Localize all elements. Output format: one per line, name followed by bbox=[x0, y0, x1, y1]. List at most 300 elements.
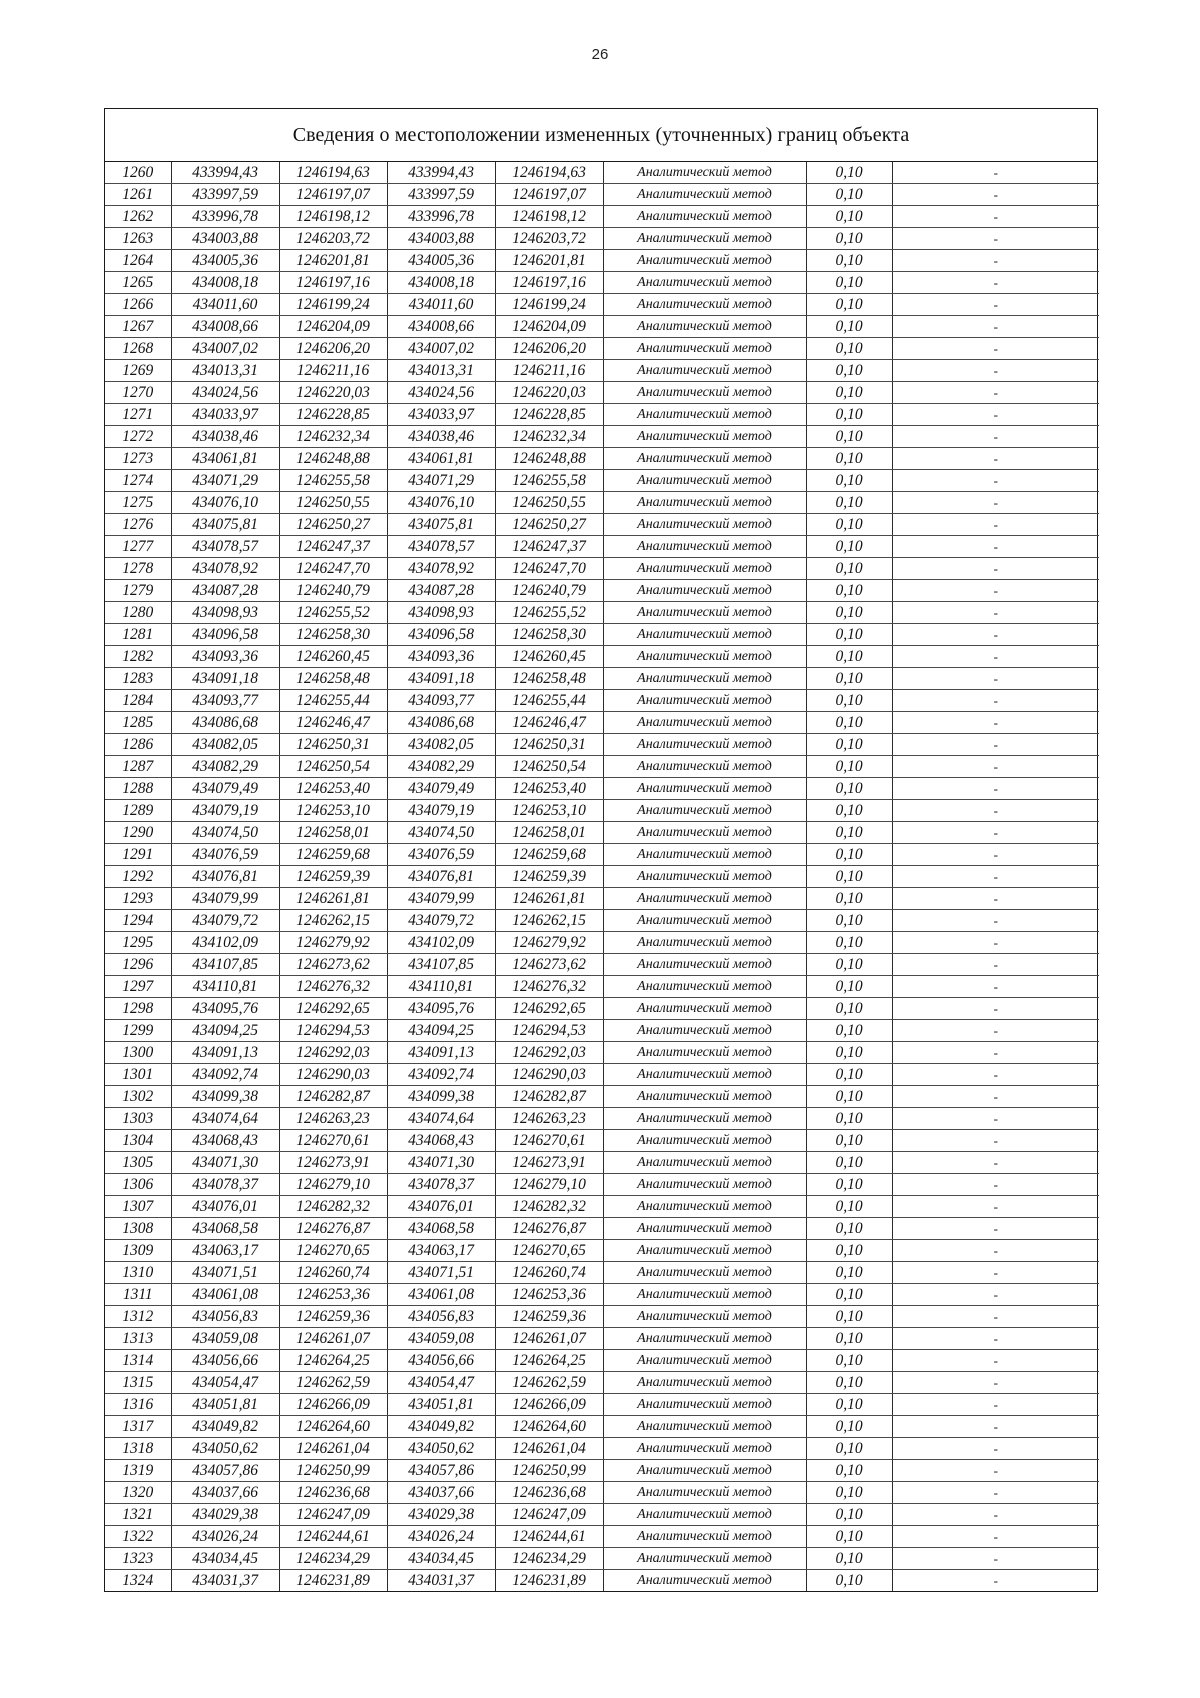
cell-note: - bbox=[892, 1526, 1099, 1548]
cell-method: Аналитический метод bbox=[603, 206, 806, 228]
cell-note: - bbox=[892, 1328, 1099, 1350]
cell-note: - bbox=[892, 932, 1099, 954]
cell-precision: 0,10 bbox=[806, 888, 892, 910]
cell-point-number: 1323 bbox=[105, 1548, 171, 1570]
cell-precision: 0,10 bbox=[806, 1196, 892, 1218]
cell-precision: 0,10 bbox=[806, 1350, 892, 1372]
cell-note: - bbox=[892, 1240, 1099, 1262]
cell-y-old: 1246248,88 bbox=[279, 448, 387, 470]
cell-point-number: 1320 bbox=[105, 1482, 171, 1504]
cell-y-old: 1246290,03 bbox=[279, 1064, 387, 1086]
table-row bbox=[105, 316, 1099, 338]
cell-x-old: 434037,66 bbox=[171, 1482, 279, 1504]
cell-point-number: 1273 bbox=[105, 448, 171, 470]
cell-note: - bbox=[892, 162, 1099, 184]
cell-x-new: 434076,59 bbox=[387, 844, 495, 866]
cell-precision: 0,10 bbox=[806, 184, 892, 206]
cell-y-new: 1246273,62 bbox=[495, 954, 603, 976]
cell-precision: 0,10 bbox=[806, 1306, 892, 1328]
table-row bbox=[105, 1064, 1099, 1086]
cell-x-new: 434051,81 bbox=[387, 1394, 495, 1416]
cell-x-new: 434086,68 bbox=[387, 712, 495, 734]
cell-note: - bbox=[993, 1573, 998, 1588]
cell-x-new: 434068,58 bbox=[387, 1218, 495, 1240]
cell-method: Аналитический метод bbox=[603, 1328, 806, 1350]
cell-x-new: 434076,81 bbox=[387, 866, 495, 888]
cell-method: Аналитический метод bbox=[603, 822, 806, 844]
cell-method: Аналитический метод bbox=[603, 184, 806, 206]
cell-x-old: 434102,09 bbox=[171, 932, 279, 954]
cell-method: Аналитический метод bbox=[603, 514, 806, 536]
cell-method: Аналитический метод bbox=[603, 1020, 806, 1042]
cell-note: - bbox=[892, 1218, 1099, 1240]
table-row bbox=[105, 668, 1099, 690]
boundary-table-sheet bbox=[104, 108, 1098, 1592]
cell-method: Аналитический метод bbox=[603, 910, 806, 932]
cell-x-old: 434050,62 bbox=[171, 1438, 279, 1460]
cell-x-old: 434033,97 bbox=[171, 404, 279, 426]
table-row bbox=[105, 426, 1099, 448]
cell-method: Аналитический метод bbox=[603, 1504, 806, 1526]
cell-x-new: 434037,66 bbox=[387, 1482, 495, 1504]
cell-x-new: 434007,02 bbox=[387, 338, 495, 360]
cell-point-number: 1283 bbox=[105, 668, 171, 690]
cell-method: Аналитический метод bbox=[603, 932, 806, 954]
cell-point-number: 1265 bbox=[105, 272, 171, 294]
cell-note: - bbox=[892, 844, 1099, 866]
cell-y-old: 1246204,09 bbox=[279, 316, 387, 338]
cell-y-old: 1246244,61 bbox=[279, 1526, 387, 1548]
cell-x-old: 434024,56 bbox=[171, 382, 279, 404]
cell-y-new: 1246253,40 bbox=[495, 778, 603, 800]
cell-x-new: 434071,30 bbox=[387, 1152, 495, 1174]
cell-y-new: 1246258,01 bbox=[495, 822, 603, 844]
cell-y-old: 1246261,04 bbox=[279, 1438, 387, 1460]
cell-note: - bbox=[892, 206, 1099, 228]
cell-x-new: 434008,18 bbox=[387, 272, 495, 294]
cell-y-old: 1246253,10 bbox=[279, 800, 387, 822]
cell-point-number: 1270 bbox=[105, 382, 171, 404]
cell-y-old: 1246292,03 bbox=[279, 1042, 387, 1064]
cell-note: - bbox=[892, 470, 1099, 492]
cell-x-new: 434059,08 bbox=[387, 1328, 495, 1350]
cell-method: Аналитический метод bbox=[603, 448, 806, 470]
cell-y-old: 1246270,65 bbox=[279, 1240, 387, 1262]
cell-precision: 0,10 bbox=[806, 536, 892, 558]
table-row bbox=[105, 470, 1099, 492]
cell-x-new: 434091,13 bbox=[387, 1042, 495, 1064]
cell-y-old: 1246250,54 bbox=[279, 756, 387, 778]
cell-method: Аналитический метод bbox=[603, 712, 806, 734]
cell-x-old: 434107,85 bbox=[171, 954, 279, 976]
cell-y-old: 1246231,89 bbox=[279, 1570, 387, 1592]
cell-method: Аналитический метод bbox=[603, 1482, 806, 1504]
cell-point-number: 1297 bbox=[105, 976, 171, 998]
cell-note: - bbox=[892, 690, 1099, 712]
cell-x-old: 434078,57 bbox=[171, 536, 279, 558]
cell-x-new: 434034,45 bbox=[387, 1548, 495, 1570]
cell-y-new: 1246194,63 bbox=[495, 162, 603, 184]
cell-method: Аналитический метод bbox=[603, 668, 806, 690]
cell-note: - bbox=[892, 272, 1099, 294]
cell-method: Аналитический метод bbox=[603, 162, 806, 184]
cell-method: Аналитический метод bbox=[603, 1152, 806, 1174]
cell-method: Аналитический метод bbox=[603, 1394, 806, 1416]
cell-x-new: 434075,81 bbox=[387, 514, 495, 536]
cell-x-new: 434049,82 bbox=[387, 1416, 495, 1438]
cell-y-old: 1246282,32 bbox=[279, 1196, 387, 1218]
cell-precision: 0,10 bbox=[806, 1174, 892, 1196]
cell-note: - bbox=[892, 1020, 1099, 1042]
cell-note: - bbox=[892, 1174, 1099, 1196]
cell-x-new: 434079,49 bbox=[387, 778, 495, 800]
cell-y-new: 1246270,61 bbox=[495, 1130, 603, 1152]
cell-point-number: 1292 bbox=[105, 866, 171, 888]
cell-y-old: 1246247,09 bbox=[279, 1504, 387, 1526]
cell-x-old: 434007,02 bbox=[171, 338, 279, 360]
cell-x-old: 434071,51 bbox=[171, 1262, 279, 1284]
cell-note: - bbox=[892, 536, 1099, 558]
cell-precision: 0,10 bbox=[806, 580, 892, 602]
cell-point-number: 1281 bbox=[105, 624, 171, 646]
table-row bbox=[105, 778, 1099, 800]
cell-y-new: 1246199,24 bbox=[495, 294, 603, 316]
cell-y-new: 1246250,99 bbox=[495, 1460, 603, 1482]
cell-precision: 0,10 bbox=[806, 558, 892, 580]
cell-note: - bbox=[892, 778, 1099, 800]
cell-point-number: 1263 bbox=[105, 228, 171, 250]
cell-method: Аналитический метод bbox=[603, 294, 806, 316]
cell-y-new: 1246264,25 bbox=[495, 1350, 603, 1372]
cell-method: Аналитический метод bbox=[603, 1570, 806, 1592]
cell-precision: 0,10 bbox=[806, 1240, 892, 1262]
cell-precision: 0,10 bbox=[806, 734, 892, 756]
cell-x-new: 434068,43 bbox=[387, 1130, 495, 1152]
cell-note: - bbox=[892, 558, 1099, 580]
cell-y-old: 1246250,31 bbox=[279, 734, 387, 756]
cell-x-new: 434079,19 bbox=[387, 800, 495, 822]
cell-note: - bbox=[892, 910, 1099, 932]
table-row bbox=[105, 1152, 1099, 1174]
table-row bbox=[105, 646, 1099, 668]
cell-method: Аналитический метод bbox=[603, 404, 806, 426]
cell-y-old: 1246259,39 bbox=[279, 866, 387, 888]
coordinates-table bbox=[105, 162, 1099, 1591]
cell-x-old: 434013,31 bbox=[171, 360, 279, 382]
cell-method: Аналитический метод bbox=[603, 646, 806, 668]
cell-note: - bbox=[892, 1108, 1099, 1130]
cell-note: - bbox=[892, 1262, 1099, 1284]
cell-x-new: 434079,99 bbox=[387, 888, 495, 910]
cell-x-old: 434003,88 bbox=[171, 228, 279, 250]
cell-x-old: 434087,28 bbox=[171, 580, 279, 602]
cell-x-old: 434093,36 bbox=[171, 646, 279, 668]
table-row bbox=[105, 976, 1099, 998]
cell-point-number: 1319 bbox=[105, 1460, 171, 1482]
cell-y-old: 1246197,07 bbox=[279, 184, 387, 206]
cell-x-old: 434059,08 bbox=[171, 1328, 279, 1350]
table-row bbox=[105, 1240, 1099, 1262]
cell-x-old: 434061,81 bbox=[171, 448, 279, 470]
cell-y-new: 1246220,03 bbox=[495, 382, 603, 404]
cell-y-new: 1246250,54 bbox=[495, 756, 603, 778]
cell-method: Аналитический метод bbox=[603, 888, 806, 910]
cell-y-old: 1246228,85 bbox=[279, 404, 387, 426]
table-row bbox=[105, 1262, 1099, 1284]
cell-note: - bbox=[892, 712, 1099, 734]
cell-point-number: 1262 bbox=[105, 206, 171, 228]
cell-note: - bbox=[892, 228, 1099, 250]
cell-method: Аналитический метод bbox=[603, 272, 806, 294]
cell-precision: 0,10 bbox=[806, 668, 892, 690]
cell-point-number: 1266 bbox=[105, 294, 171, 316]
cell-point-number: 1296 bbox=[105, 954, 171, 976]
cell-x-old: 434054,47 bbox=[171, 1372, 279, 1394]
table-row bbox=[105, 1196, 1099, 1218]
cell-x-new: 434026,24 bbox=[387, 1526, 495, 1548]
table-row bbox=[105, 1042, 1099, 1064]
table-row bbox=[105, 756, 1099, 778]
cell-x-old: 434091,13 bbox=[171, 1042, 279, 1064]
cell-point-number: 1279 bbox=[105, 580, 171, 602]
cell-note: - bbox=[892, 1482, 1099, 1504]
cell-y-old: 1246234,29 bbox=[279, 1548, 387, 1570]
table-row bbox=[105, 822, 1099, 844]
cell-x-new: 434029,38 bbox=[387, 1504, 495, 1526]
cell-point-number: 1307 bbox=[105, 1196, 171, 1218]
cell-point-number: 1282 bbox=[105, 646, 171, 668]
table-row bbox=[105, 162, 1099, 184]
cell-y-new: 1246266,09 bbox=[495, 1394, 603, 1416]
cell-method: Аналитический метод bbox=[603, 228, 806, 250]
cell-method: Аналитический метод bbox=[603, 800, 806, 822]
cell-precision: 0,10 bbox=[806, 1262, 892, 1284]
cell-precision: 0,10 bbox=[806, 602, 892, 624]
cell-precision: 0,10 bbox=[806, 492, 892, 514]
cell-x-old: 434076,81 bbox=[171, 866, 279, 888]
table-row bbox=[105, 844, 1099, 866]
cell-y-new: 1246258,48 bbox=[495, 668, 603, 690]
cell-note: - bbox=[892, 1416, 1099, 1438]
cell-method: Аналитический метод bbox=[603, 1262, 806, 1284]
cell-y-old: 1246292,65 bbox=[279, 998, 387, 1020]
cell-y-new: 1246282,32 bbox=[495, 1196, 603, 1218]
cell-y-new: 1246250,55 bbox=[495, 492, 603, 514]
cell-y-old: 1246260,74 bbox=[279, 1262, 387, 1284]
cell-y-new: 1246290,03 bbox=[495, 1064, 603, 1086]
cell-point-number: 1321 bbox=[105, 1504, 171, 1526]
cell-x-old: 434082,05 bbox=[171, 734, 279, 756]
cell-point-number: 1286 bbox=[105, 734, 171, 756]
cell-y-new: 1246206,20 bbox=[495, 338, 603, 360]
cell-method: Аналитический метод bbox=[603, 558, 806, 580]
cell-y-old: 1246261,07 bbox=[279, 1328, 387, 1350]
table-row bbox=[105, 800, 1099, 822]
cell-precision: 0,10 bbox=[806, 1042, 892, 1064]
table-row bbox=[105, 734, 1099, 756]
cell-y-old: 1246294,53 bbox=[279, 1020, 387, 1042]
cell-precision: 0,10 bbox=[806, 470, 892, 492]
cell-note: - bbox=[892, 1372, 1099, 1394]
table-row bbox=[105, 1350, 1099, 1372]
cell-y-old: 1246232,34 bbox=[279, 426, 387, 448]
table-row bbox=[105, 492, 1099, 514]
cell-y-new: 1246262,59 bbox=[495, 1372, 603, 1394]
cell-precision: 0,10 bbox=[806, 1504, 892, 1526]
table-row bbox=[105, 206, 1099, 228]
table-row bbox=[105, 360, 1099, 382]
cell-point-number: 1288 bbox=[105, 778, 171, 800]
cell-y-new: 1246255,52 bbox=[495, 602, 603, 624]
cell-x-old: 434079,99 bbox=[171, 888, 279, 910]
cell-x-old: 434079,19 bbox=[171, 800, 279, 822]
cell-x-new: 434093,77 bbox=[387, 690, 495, 712]
cell-x-old: 434057,86 bbox=[171, 1460, 279, 1482]
cell-x-new: 433994,43 bbox=[387, 162, 495, 184]
cell-x-old: 434096,58 bbox=[171, 624, 279, 646]
table-row bbox=[105, 228, 1099, 250]
cell-x-old: 434092,74 bbox=[171, 1064, 279, 1086]
cell-x-new: 434076,01 bbox=[387, 1196, 495, 1218]
cell-y-new: 1246258,30 bbox=[495, 624, 603, 646]
cell-method: Аналитический метод bbox=[603, 1108, 806, 1130]
cell-y-old: 1246266,09 bbox=[279, 1394, 387, 1416]
cell-x-old: 434074,50 bbox=[171, 822, 279, 844]
cell-x-old: 434078,92 bbox=[171, 558, 279, 580]
cell-note: - bbox=[892, 1042, 1099, 1064]
table-row bbox=[105, 1548, 1099, 1570]
cell-precision: 0,10 bbox=[806, 1284, 892, 1306]
cell-precision: 0,10 bbox=[806, 1328, 892, 1350]
cell-y-new: 1246273,91 bbox=[495, 1152, 603, 1174]
table-row bbox=[105, 184, 1099, 206]
cell-y-old: 1246255,44 bbox=[279, 690, 387, 712]
table-row bbox=[105, 1394, 1099, 1416]
cell-note: - bbox=[892, 404, 1099, 426]
cell-precision: 0,10 bbox=[806, 426, 892, 448]
table-row bbox=[105, 1416, 1099, 1438]
cell-x-old: 434086,68 bbox=[171, 712, 279, 734]
cell-point-number: 1324 bbox=[105, 1570, 171, 1592]
cell-method: Аналитический метод bbox=[603, 602, 806, 624]
cell-note: - bbox=[892, 668, 1099, 690]
cell-y-old: 1246259,36 bbox=[279, 1306, 387, 1328]
cell-x-new: 434092,74 bbox=[387, 1064, 495, 1086]
cell-point-number: 1269 bbox=[105, 360, 171, 382]
cell-method: Аналитический метод bbox=[603, 360, 806, 382]
cell-y-new: 1246279,92 bbox=[495, 932, 603, 954]
cell-note: - bbox=[892, 250, 1099, 272]
cell-precision: 0,10 bbox=[806, 646, 892, 668]
cell-note: - bbox=[892, 976, 1099, 998]
cell-point-number: 1285 bbox=[105, 712, 171, 734]
cell-precision: 0,10 bbox=[806, 404, 892, 426]
cell-method: Аналитический метод bbox=[603, 1416, 806, 1438]
cell-method: Аналитический метод bbox=[603, 1218, 806, 1240]
cell-y-old: 1246199,24 bbox=[279, 294, 387, 316]
cell-precision: 0,10 bbox=[806, 976, 892, 998]
cell-y-old: 1246247,37 bbox=[279, 536, 387, 558]
cell-point-number: 1299 bbox=[105, 1020, 171, 1042]
cell-precision: 0,10 bbox=[806, 272, 892, 294]
table-row bbox=[105, 448, 1099, 470]
cell-note: - bbox=[892, 1064, 1099, 1086]
cell-note: - bbox=[892, 1350, 1099, 1372]
cell-x-new: 434094,25 bbox=[387, 1020, 495, 1042]
cell-method: Аналитический метод bbox=[603, 778, 806, 800]
table-row bbox=[105, 272, 1099, 294]
cell-y-new: 1246197,16 bbox=[495, 272, 603, 294]
cell-y-new: 1246211,16 bbox=[495, 360, 603, 382]
cell-point-number: 1305 bbox=[105, 1152, 171, 1174]
cell-y-old: 1246276,32 bbox=[279, 976, 387, 998]
cell-point-number: 1318 bbox=[105, 1438, 171, 1460]
cell-precision: 0,10 bbox=[806, 206, 892, 228]
cell-x-new: 434056,83 bbox=[387, 1306, 495, 1328]
cell-x-new: 434005,36 bbox=[387, 250, 495, 272]
cell-precision: 0,10 bbox=[806, 294, 892, 316]
cell-x-new: 434096,58 bbox=[387, 624, 495, 646]
cell-precision: 0,10 bbox=[806, 1394, 892, 1416]
cell-point-number: 1313 bbox=[105, 1328, 171, 1350]
cell-note: - bbox=[892, 998, 1099, 1020]
cell-x-old: 434038,46 bbox=[171, 426, 279, 448]
cell-y-new: 1246260,45 bbox=[495, 646, 603, 668]
table-row bbox=[105, 866, 1099, 888]
cell-y-new: 1246255,44 bbox=[495, 690, 603, 712]
page-number: 26 bbox=[591, 46, 609, 63]
cell-method: Аналитический метод bbox=[603, 1372, 806, 1394]
cell-x-new: 434098,93 bbox=[387, 602, 495, 624]
table-row bbox=[105, 954, 1099, 976]
cell-x-old: 434075,81 bbox=[171, 514, 279, 536]
cell-point-number: 1275 bbox=[105, 492, 171, 514]
cell-y-old: 1246240,79 bbox=[279, 580, 387, 602]
cell-y-old: 1246262,15 bbox=[279, 910, 387, 932]
table-row bbox=[105, 1570, 1099, 1592]
cell-point-number: 1274 bbox=[105, 470, 171, 492]
cell-note: - bbox=[892, 866, 1099, 888]
cell-point-number: 1284 bbox=[105, 690, 171, 712]
cell-precision: 0,10 bbox=[806, 338, 892, 360]
table-row bbox=[105, 382, 1099, 404]
cell-precision: 0,10 bbox=[806, 514, 892, 536]
cell-precision: 0,10 bbox=[806, 1108, 892, 1130]
cell-method: Аналитический метод bbox=[603, 624, 806, 646]
cell-note: - bbox=[892, 338, 1099, 360]
cell-precision: 0,10 bbox=[806, 1482, 892, 1504]
cell-precision: 0,10 bbox=[806, 1064, 892, 1086]
cell-method: Аналитический метод bbox=[603, 1174, 806, 1196]
cell-point-number: 1314 bbox=[105, 1350, 171, 1372]
cell-x-old: 434076,10 bbox=[171, 492, 279, 514]
cell-precision: 0,10 bbox=[806, 800, 892, 822]
cell-point-number: 1280 bbox=[105, 602, 171, 624]
cell-x-new: 434008,66 bbox=[387, 316, 495, 338]
cell-x-new: 434074,64 bbox=[387, 1108, 495, 1130]
cell-method: Аналитический метод bbox=[603, 1526, 806, 1548]
cell-y-old: 1246194,63 bbox=[279, 162, 387, 184]
table-row bbox=[105, 1218, 1099, 1240]
cell-note: - bbox=[892, 1152, 1099, 1174]
cell-x-old: 434078,37 bbox=[171, 1174, 279, 1196]
table-title: Сведения о местоположении измененных (уточненных) границ объекта bbox=[105, 109, 1097, 162]
cell-note: - bbox=[892, 1394, 1099, 1416]
cell-y-old: 1246262,59 bbox=[279, 1372, 387, 1394]
cell-precision: 0,10 bbox=[806, 382, 892, 404]
cell-y-old: 1246258,30 bbox=[279, 624, 387, 646]
cell-point-number: 1277 bbox=[105, 536, 171, 558]
